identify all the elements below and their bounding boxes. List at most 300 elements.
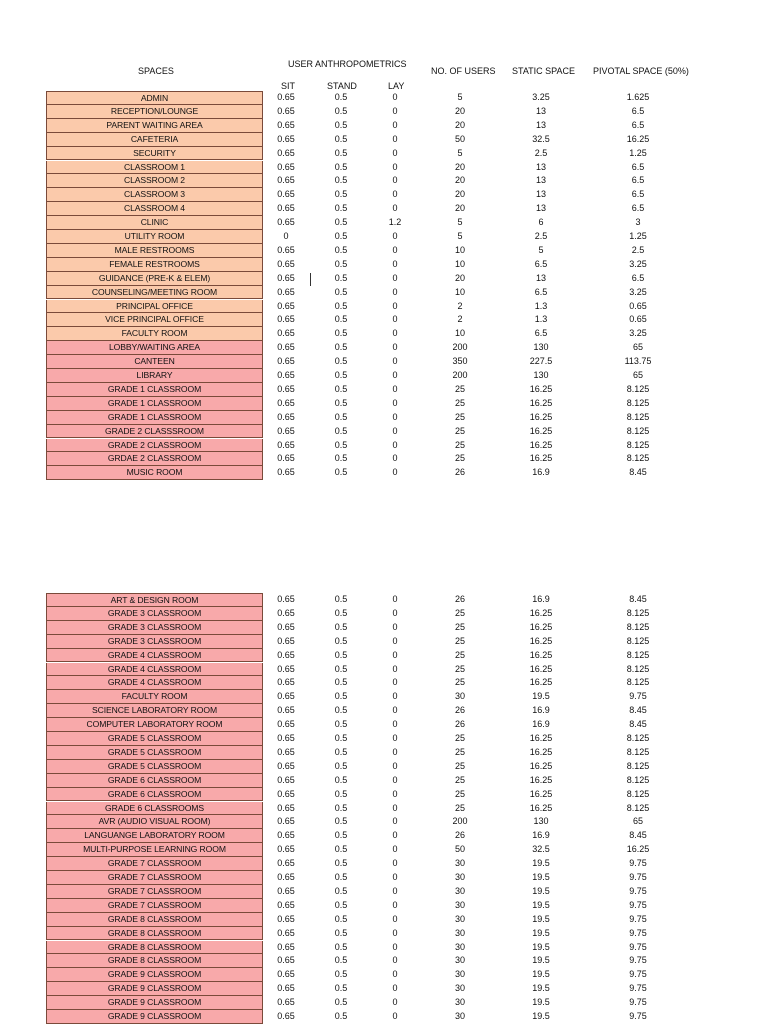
- pivotal-space-cell[interactable]: 113.75: [624, 356, 652, 367]
- sit-cell[interactable]: 0.65: [277, 383, 295, 394]
- static-space-cell[interactable]: 2.5: [534, 231, 548, 241]
- pivotal-space-cell[interactable]: 0.65: [629, 314, 647, 325]
- pivotal-space-cell[interactable]: 6.5: [631, 119, 645, 130]
- lay-cell[interactable]: 0: [392, 356, 398, 367]
- space-name-cell[interactable]: GRADE 9 CLASSROOM: [46, 996, 263, 1010]
- static-space-cell[interactable]: 19.5: [532, 941, 550, 952]
- space-name-cell[interactable]: GRDAE 2 CLASSROOM: [46, 452, 263, 466]
- pivotal-space-cell[interactable]: 8.125: [626, 411, 650, 422]
- static-space-cell[interactable]: 16.9: [532, 594, 550, 604]
- sit-cell[interactable]: 0.65: [277, 830, 295, 841]
- stand-cell[interactable]: 0.5: [334, 788, 348, 799]
- space-name-cell[interactable]: MALE RESTROOMS: [46, 244, 263, 258]
- stand-cell[interactable]: 0.5: [334, 927, 348, 938]
- space-name-cell[interactable]: CLASSROOM 1: [46, 161, 263, 175]
- stand-cell[interactable]: 0.5: [334, 691, 348, 702]
- stand-cell[interactable]: 0.5: [334, 858, 348, 869]
- stand-cell[interactable]: 0.5: [334, 467, 348, 478]
- stand-cell[interactable]: 0.5: [334, 370, 348, 380]
- lay-cell[interactable]: 0: [392, 788, 398, 799]
- users-cell[interactable]: 25: [454, 383, 465, 394]
- pivotal-space-cell[interactable]: 2.5: [631, 244, 645, 255]
- users-cell[interactable]: 5: [457, 92, 463, 102]
- users-cell[interactable]: 30: [454, 941, 465, 952]
- lay-cell[interactable]: 0: [392, 649, 398, 660]
- pivotal-space-cell[interactable]: 8.125: [626, 453, 650, 464]
- pivotal-space-cell[interactable]: 9.75: [629, 872, 647, 882]
- pivotal-space-cell[interactable]: 8.125: [626, 607, 650, 618]
- stand-cell[interactable]: 0.5: [334, 705, 348, 716]
- pivotal-space-cell[interactable]: 9.75: [629, 691, 647, 702]
- space-name-cell[interactable]: GRADE 6 CLASSROOM: [46, 774, 263, 788]
- static-space-cell[interactable]: 16.25: [529, 411, 553, 422]
- lay-cell[interactable]: 0: [392, 231, 398, 241]
- lay-cell[interactable]: 0: [392, 467, 398, 478]
- lay-cell[interactable]: 0: [392, 425, 398, 436]
- stand-cell[interactable]: 0.5: [334, 635, 348, 646]
- lay-cell[interactable]: 0: [392, 816, 398, 827]
- sit-cell[interactable]: 0.65: [277, 607, 295, 618]
- lay-cell[interactable]: 0: [392, 189, 398, 200]
- lay-cell[interactable]: 0: [392, 760, 398, 771]
- static-space-cell[interactable]: 16.25: [529, 621, 553, 632]
- pivotal-space-cell[interactable]: 8.125: [626, 649, 650, 660]
- sit-cell[interactable]: 0.65: [277, 941, 295, 952]
- stand-cell[interactable]: 0.5: [334, 356, 348, 367]
- stand-cell[interactable]: 0.5: [334, 175, 348, 186]
- space-name-cell[interactable]: GRADE 1 CLASSROOM: [46, 411, 263, 425]
- space-name-cell[interactable]: GRADE 2 CLASSSROOM: [46, 425, 263, 439]
- sit-cell[interactable]: 0.65: [277, 983, 295, 994]
- sit-cell[interactable]: 0.65: [277, 663, 295, 674]
- space-name-cell[interactable]: GRADE 6 CLASSROOM: [46, 788, 263, 802]
- space-name-cell[interactable]: GRADE 9 CLASSROOM: [46, 982, 263, 996]
- users-cell[interactable]: 30: [454, 872, 465, 882]
- lay-cell[interactable]: 0: [392, 411, 398, 422]
- users-cell[interactable]: 30: [454, 983, 465, 994]
- stand-cell[interactable]: 0.5: [334, 314, 348, 325]
- sit-cell[interactable]: 0.65: [277, 175, 295, 186]
- lay-cell[interactable]: 0: [392, 370, 398, 380]
- users-cell[interactable]: 26: [454, 830, 465, 841]
- stand-cell[interactable]: 0.5: [334, 983, 348, 994]
- users-cell[interactable]: 25: [454, 425, 465, 436]
- static-space-cell[interactable]: 19.5: [532, 969, 550, 980]
- pivotal-space-cell[interactable]: 16.25: [626, 133, 650, 144]
- users-cell[interactable]: 10: [454, 328, 465, 339]
- stand-cell[interactable]: 0.5: [334, 453, 348, 464]
- static-space-cell[interactable]: 16.25: [529, 802, 553, 813]
- users-cell[interactable]: 30: [454, 927, 465, 938]
- space-name-cell[interactable]: LIBRARY: [46, 369, 263, 383]
- users-cell[interactable]: 25: [454, 439, 465, 450]
- sit-cell[interactable]: 0.65: [277, 119, 295, 130]
- lay-cell[interactable]: 0: [392, 105, 398, 116]
- lay-cell[interactable]: 0: [392, 314, 398, 325]
- space-name-cell[interactable]: GRADE 3 CLASSROOM: [46, 621, 263, 635]
- lay-cell[interactable]: 0: [392, 663, 398, 674]
- space-name-cell[interactable]: FEMALE RESTROOMS: [46, 258, 263, 272]
- pivotal-space-cell[interactable]: 8.125: [626, 621, 650, 632]
- users-cell[interactable]: 30: [454, 997, 465, 1008]
- users-cell[interactable]: 30: [454, 858, 465, 869]
- users-cell[interactable]: 25: [454, 663, 465, 674]
- pivotal-space-cell[interactable]: 6.5: [631, 161, 645, 172]
- sit-cell[interactable]: 0.65: [277, 997, 295, 1008]
- space-name-cell[interactable]: SECURITY: [46, 147, 263, 161]
- users-cell[interactable]: 30: [454, 969, 465, 980]
- pivotal-space-cell[interactable]: 6.5: [631, 189, 645, 200]
- static-space-cell[interactable]: 32.5: [532, 133, 550, 144]
- static-space-cell[interactable]: 13: [535, 105, 546, 116]
- static-space-cell[interactable]: 19.5: [532, 1011, 550, 1021]
- space-name-cell[interactable]: GRADE 7 CLASSROOM: [46, 857, 263, 871]
- static-space-cell[interactable]: 16.25: [529, 677, 553, 688]
- pivotal-space-cell[interactable]: 6.5: [631, 272, 645, 283]
- lay-cell[interactable]: 0: [392, 203, 398, 214]
- lay-cell[interactable]: 0: [392, 746, 398, 757]
- lay-cell[interactable]: 0: [392, 913, 398, 924]
- space-name-cell[interactable]: FACULTY ROOM: [46, 327, 263, 341]
- sit-cell[interactable]: 0.65: [277, 453, 295, 464]
- space-name-cell[interactable]: GRADE 5 CLASSROOM: [46, 746, 263, 760]
- space-name-cell[interactable]: LANGUANGE LABORATORY ROOM: [46, 829, 263, 843]
- space-name-cell[interactable]: ADMIN: [46, 91, 263, 105]
- users-cell[interactable]: 30: [454, 691, 465, 702]
- space-name-cell[interactable]: RECEPTION/LOUNGE: [46, 105, 263, 119]
- users-cell[interactable]: 10: [454, 244, 465, 255]
- pivotal-space-cell[interactable]: 9.75: [629, 983, 647, 994]
- pivotal-space-cell[interactable]: 65: [632, 370, 643, 380]
- static-space-cell[interactable]: 16.25: [529, 663, 553, 674]
- space-name-cell[interactable]: COMPUTER LABORATORY ROOM: [46, 718, 263, 732]
- sit-cell[interactable]: 0.65: [277, 397, 295, 408]
- lay-cell[interactable]: 0: [392, 830, 398, 841]
- lay-cell[interactable]: 0: [392, 161, 398, 172]
- pivotal-space-cell[interactable]: 3.25: [629, 286, 647, 297]
- space-name-cell[interactable]: GUIDANCE (PRE-K & ELEM): [46, 272, 263, 286]
- static-space-cell[interactable]: 19.5: [532, 913, 550, 924]
- pivotal-space-cell[interactable]: 8.45: [629, 594, 647, 604]
- lay-cell[interactable]: 0: [392, 844, 398, 855]
- users-cell[interactable]: 20: [454, 175, 465, 186]
- space-name-cell[interactable]: ART & DESIGN ROOM: [46, 593, 263, 607]
- space-name-cell[interactable]: CLINIC: [46, 216, 263, 230]
- static-space-cell[interactable]: 16.25: [529, 760, 553, 771]
- pivotal-space-cell[interactable]: 8.125: [626, 635, 650, 646]
- stand-cell[interactable]: 0.5: [334, 872, 348, 882]
- sit-cell[interactable]: 0.65: [277, 955, 295, 966]
- sit-cell[interactable]: 0.65: [277, 314, 295, 325]
- pivotal-space-cell[interactable]: 65: [632, 342, 643, 353]
- sit-cell[interactable]: 0.65: [277, 927, 295, 938]
- pivotal-space-cell[interactable]: 9.75: [629, 969, 647, 980]
- lay-cell[interactable]: 0: [392, 147, 398, 158]
- lay-cell[interactable]: 0: [392, 342, 398, 353]
- sit-cell[interactable]: 0.65: [277, 370, 295, 380]
- pivotal-space-cell[interactable]: 8.125: [626, 677, 650, 688]
- users-cell[interactable]: 20: [454, 161, 465, 172]
- static-space-cell[interactable]: 32.5: [532, 844, 550, 855]
- sit-cell[interactable]: 0.65: [277, 788, 295, 799]
- static-space-cell[interactable]: 16.25: [529, 635, 553, 646]
- static-space-cell[interactable]: 16.25: [529, 453, 553, 464]
- sit-cell[interactable]: 0.65: [277, 1011, 295, 1021]
- pivotal-space-cell[interactable]: 8.45: [629, 705, 647, 716]
- pivotal-space-cell[interactable]: 8.125: [626, 774, 650, 785]
- lay-cell[interactable]: 0: [392, 92, 398, 102]
- static-space-cell[interactable]: 2.5: [534, 147, 548, 158]
- users-cell[interactable]: 5: [457, 217, 463, 228]
- lay-cell[interactable]: 0: [392, 607, 398, 618]
- pivotal-space-cell[interactable]: 8.125: [626, 663, 650, 674]
- users-cell[interactable]: 25: [454, 607, 465, 618]
- stand-cell[interactable]: 0.5: [334, 328, 348, 339]
- space-name-cell[interactable]: GRADE 3 CLASSROOM: [46, 635, 263, 649]
- space-name-cell[interactable]: GRADE 4 CLASSROOM: [46, 649, 263, 663]
- pivotal-space-cell[interactable]: 9.75: [629, 858, 647, 869]
- space-name-cell[interactable]: GRADE 7 CLASSROOM: [46, 885, 263, 899]
- static-space-cell[interactable]: 16.9: [532, 830, 550, 841]
- pivotal-space-cell[interactable]: 9.75: [629, 913, 647, 924]
- static-space-cell[interactable]: 16.9: [532, 705, 550, 716]
- pivotal-space-cell[interactable]: 6.5: [631, 175, 645, 186]
- stand-cell[interactable]: 0.5: [334, 997, 348, 1008]
- sit-cell[interactable]: 0.65: [277, 286, 295, 297]
- lay-cell[interactable]: 0: [392, 858, 398, 869]
- stand-cell[interactable]: 0.5: [334, 913, 348, 924]
- users-cell[interactable]: 25: [454, 649, 465, 660]
- sit-cell[interactable]: 0.65: [277, 105, 295, 116]
- space-name-cell[interactable]: GRADE 2 CLASSROOM: [46, 439, 263, 453]
- pivotal-space-cell[interactable]: 9.75: [629, 899, 647, 910]
- users-cell[interactable]: 20: [454, 272, 465, 283]
- pivotal-space-cell[interactable]: 65: [632, 816, 643, 827]
- stand-cell[interactable]: 0.5: [334, 746, 348, 757]
- pivotal-space-cell[interactable]: 8.45: [629, 467, 647, 478]
- sit-cell[interactable]: 0.65: [277, 328, 295, 339]
- users-cell[interactable]: 25: [454, 788, 465, 799]
- static-space-cell[interactable]: 13: [535, 119, 546, 130]
- stand-cell[interactable]: 0.5: [334, 941, 348, 952]
- static-space-cell[interactable]: 19.5: [532, 885, 550, 896]
- static-space-cell[interactable]: 19.5: [532, 691, 550, 702]
- users-cell[interactable]: 30: [454, 955, 465, 966]
- static-space-cell[interactable]: 16.25: [529, 383, 553, 394]
- pivotal-space-cell[interactable]: 1.25: [629, 147, 647, 158]
- stand-cell[interactable]: 0.5: [334, 244, 348, 255]
- space-name-cell[interactable]: GRADE 8 CLASSROOM: [46, 954, 263, 968]
- stand-cell[interactable]: 0.5: [334, 342, 348, 353]
- users-cell[interactable]: 20: [454, 203, 465, 214]
- users-cell[interactable]: 25: [454, 453, 465, 464]
- users-cell[interactable]: 10: [454, 258, 465, 269]
- stand-cell[interactable]: 0.5: [334, 1011, 348, 1021]
- sit-cell[interactable]: 0.65: [277, 425, 295, 436]
- lay-cell[interactable]: 0: [392, 872, 398, 882]
- lay-cell[interactable]: 0: [392, 133, 398, 144]
- static-space-cell[interactable]: 13: [535, 175, 546, 186]
- static-space-cell[interactable]: 130: [533, 370, 549, 380]
- sit-cell[interactable]: 0.65: [277, 161, 295, 172]
- space-name-cell[interactable]: GRADE 3 CLASSROOM: [46, 607, 263, 621]
- sit-cell[interactable]: 0.65: [277, 802, 295, 813]
- users-cell[interactable]: 20: [454, 105, 465, 116]
- users-cell[interactable]: 25: [454, 802, 465, 813]
- sit-cell[interactable]: 0.65: [277, 885, 295, 896]
- lay-cell[interactable]: 0: [392, 175, 398, 186]
- stand-cell[interactable]: 0.5: [334, 439, 348, 450]
- stand-cell[interactable]: 0.5: [334, 816, 348, 827]
- space-name-cell[interactable]: PARENT WAITING AREA: [46, 119, 263, 133]
- sit-cell[interactable]: 0.65: [277, 189, 295, 200]
- stand-cell[interactable]: 0.5: [334, 899, 348, 910]
- stand-cell[interactable]: 0.5: [334, 621, 348, 632]
- static-space-cell[interactable]: 19.5: [532, 955, 550, 966]
- space-name-cell[interactable]: LOBBY/WAITING AREA: [46, 341, 263, 355]
- pivotal-space-cell[interactable]: 1.25: [629, 231, 647, 241]
- stand-cell[interactable]: 0.5: [334, 231, 348, 241]
- stand-cell[interactable]: 0.5: [334, 677, 348, 688]
- sit-cell[interactable]: 0.65: [277, 774, 295, 785]
- lay-cell[interactable]: 0: [392, 258, 398, 269]
- pivotal-space-cell[interactable]: 8.125: [626, 439, 650, 450]
- static-space-cell[interactable]: 130: [533, 816, 549, 827]
- stand-cell[interactable]: 0.5: [334, 774, 348, 785]
- sit-cell[interactable]: 0.65: [277, 217, 295, 228]
- stand-cell[interactable]: 0.5: [334, 733, 348, 743]
- static-space-cell[interactable]: 227.5: [529, 356, 553, 367]
- lay-cell[interactable]: 0: [392, 397, 398, 408]
- lay-cell[interactable]: 0: [392, 983, 398, 994]
- static-space-cell[interactable]: 3.25: [532, 92, 550, 102]
- stand-cell[interactable]: 0.5: [334, 649, 348, 660]
- users-cell[interactable]: 25: [454, 621, 465, 632]
- static-space-cell[interactable]: 16.25: [529, 607, 553, 618]
- lay-cell[interactable]: 0: [392, 899, 398, 910]
- pivotal-space-cell[interactable]: 9.75: [629, 955, 647, 966]
- users-cell[interactable]: 200: [452, 370, 468, 380]
- static-space-cell[interactable]: 19.5: [532, 858, 550, 869]
- users-cell[interactable]: 2: [457, 314, 463, 325]
- sit-cell[interactable]: 0.65: [277, 649, 295, 660]
- sit-cell[interactable]: 0: [283, 231, 289, 241]
- stand-cell[interactable]: 0.5: [334, 105, 348, 116]
- space-name-cell[interactable]: GRADE 4 CLASSROOM: [46, 663, 263, 677]
- lay-cell[interactable]: 0: [392, 635, 398, 646]
- space-name-cell[interactable]: GRADE 9 CLASSROOM: [46, 1010, 263, 1024]
- static-space-cell[interactable]: 16.9: [532, 467, 550, 478]
- sit-cell[interactable]: 0.65: [277, 969, 295, 980]
- static-space-cell[interactable]: 13: [535, 272, 546, 283]
- static-space-cell[interactable]: 16.25: [529, 425, 553, 436]
- sit-cell[interactable]: 0.65: [277, 872, 295, 882]
- stand-cell[interactable]: 0.5: [334, 844, 348, 855]
- static-space-cell[interactable]: 1.3: [534, 300, 548, 311]
- space-name-cell[interactable]: GRADE 5 CLASSROOM: [46, 732, 263, 746]
- space-name-cell[interactable]: PRINCIPAL OFFICE: [46, 300, 263, 314]
- lay-cell[interactable]: 0: [392, 691, 398, 702]
- lay-cell[interactable]: 1.2: [388, 217, 402, 228]
- users-cell[interactable]: 26: [454, 705, 465, 716]
- lay-cell[interactable]: 0: [392, 244, 398, 255]
- users-cell[interactable]: 26: [454, 467, 465, 478]
- users-cell[interactable]: 26: [454, 719, 465, 730]
- stand-cell[interactable]: 0.5: [334, 147, 348, 158]
- sit-cell[interactable]: 0.65: [277, 719, 295, 730]
- space-name-cell[interactable]: CLASSROOM 3: [46, 188, 263, 202]
- lay-cell[interactable]: 0: [392, 885, 398, 896]
- pivotal-space-cell[interactable]: 9.75: [629, 927, 647, 938]
- pivotal-space-cell[interactable]: 8.125: [626, 733, 650, 743]
- stand-cell[interactable]: 0.5: [334, 286, 348, 297]
- pivotal-space-cell[interactable]: 9.75: [629, 941, 647, 952]
- lay-cell[interactable]: 0: [392, 439, 398, 450]
- space-name-cell[interactable]: GRADE 8 CLASSROOM: [46, 927, 263, 941]
- sit-cell[interactable]: 0.65: [277, 356, 295, 367]
- users-cell[interactable]: 5: [457, 231, 463, 241]
- pivotal-space-cell[interactable]: 3.25: [629, 328, 647, 339]
- stand-cell[interactable]: 0.5: [334, 663, 348, 674]
- space-name-cell[interactable]: COUNSELING/MEETING ROOM: [46, 286, 263, 300]
- lay-cell[interactable]: 0: [392, 119, 398, 130]
- lay-cell[interactable]: 0: [392, 300, 398, 311]
- pivotal-space-cell[interactable]: 9.75: [629, 1011, 647, 1021]
- lay-cell[interactable]: 0: [392, 802, 398, 813]
- sit-cell[interactable]: 0.65: [277, 733, 295, 743]
- stand-cell[interactable]: 0.5: [334, 217, 348, 228]
- space-name-cell[interactable]: GRADE 6 CLASSROOMS: [46, 802, 263, 816]
- static-space-cell[interactable]: 6: [538, 217, 544, 228]
- sit-cell[interactable]: 0.65: [277, 411, 295, 422]
- pivotal-space-cell[interactable]: 9.75: [629, 997, 647, 1008]
- users-cell[interactable]: 25: [454, 774, 465, 785]
- space-name-cell[interactable]: CLASSROOM 2: [46, 174, 263, 188]
- static-space-cell[interactable]: 19.5: [532, 872, 550, 882]
- sit-cell[interactable]: 0.65: [277, 899, 295, 910]
- users-cell[interactable]: 30: [454, 913, 465, 924]
- space-name-cell[interactable]: GRADE 8 CLASSROOM: [46, 941, 263, 955]
- stand-cell[interactable]: 0.5: [334, 802, 348, 813]
- lay-cell[interactable]: 0: [392, 328, 398, 339]
- lay-cell[interactable]: 0: [392, 719, 398, 730]
- lay-cell[interactable]: 0: [392, 705, 398, 716]
- pivotal-space-cell[interactable]: 8.125: [626, 802, 650, 813]
- static-space-cell[interactable]: 16.25: [529, 733, 553, 743]
- stand-cell[interactable]: 0.5: [334, 92, 348, 102]
- sit-cell[interactable]: 0.65: [277, 635, 295, 646]
- pivotal-space-cell[interactable]: 3: [635, 217, 641, 228]
- sit-cell[interactable]: 0.65: [277, 244, 295, 255]
- static-space-cell[interactable]: 16.9: [532, 719, 550, 730]
- pivotal-space-cell[interactable]: 6.5: [631, 203, 645, 214]
- lay-cell[interactable]: 0: [392, 621, 398, 632]
- users-cell[interactable]: 25: [454, 397, 465, 408]
- stand-cell[interactable]: 0.5: [334, 411, 348, 422]
- sit-cell[interactable]: 0.65: [277, 705, 295, 716]
- static-space-cell[interactable]: 16.25: [529, 397, 553, 408]
- lay-cell[interactable]: 0: [392, 955, 398, 966]
- stand-cell[interactable]: 0.5: [334, 425, 348, 436]
- users-cell[interactable]: 30: [454, 885, 465, 896]
- sit-cell[interactable]: 0.65: [277, 746, 295, 757]
- sit-cell[interactable]: 0.65: [277, 439, 295, 450]
- lay-cell[interactable]: 0: [392, 453, 398, 464]
- lay-cell[interactable]: 0: [392, 677, 398, 688]
- users-cell[interactable]: 25: [454, 733, 465, 743]
- sit-cell[interactable]: 0.65: [277, 594, 295, 604]
- sit-cell[interactable]: 0.65: [277, 677, 295, 688]
